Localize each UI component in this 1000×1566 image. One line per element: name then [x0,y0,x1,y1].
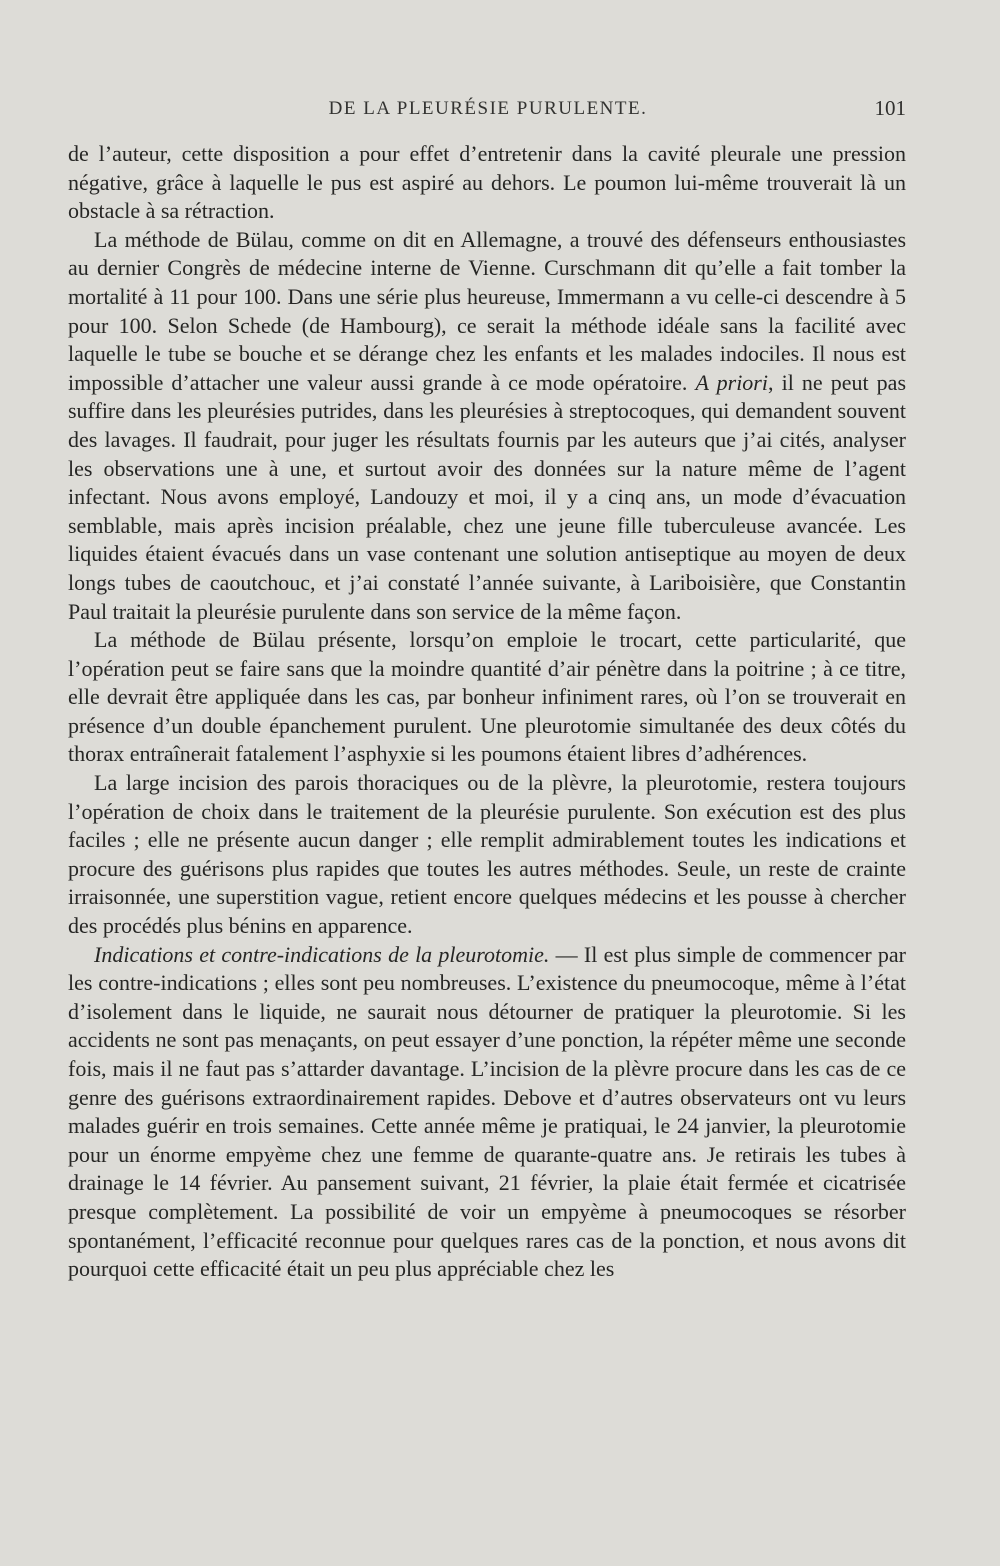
body-text [68,140,906,1284]
running-head [70,98,906,128]
paragraph-3 [68,626,906,769]
paragraph-5-text: — Il est plus simple de commencer par les contre-indications ; elles sont peu nombreuses. L’existence du pneumocoque, même à l’état d’isolement dans le liquide, ne saurait nous détourner de pratiquer la pleurotomie. Si les accidents ne sont pas menaçants, on peut essayer d’une ponction, la répéter même une seconde fois, mais il ne faut pas s’attarder davantage. L’incision de la plèvre procure dans les cas de ce genre des guérisons extraordinairement rapides. Debove et d’autres observateurs ont vu leurs malades guérir en trois semaines. Cette année même je pratiquai, le 24 janvier, la pleurotomie pour un énorme empyème chez une femme de quarante-quatre ans. Je retirais les tubes à drainage le 14 février. Au pansement suivant, 21 février, la plaie était fermée et cicatrisée presque complètement. La possibilité de voir un empyème à pneumocoques se résorber spontanément, l’efficacité reconnue pour quelques rares cas de la ponction, et nous avons dit pourquoi cette efficacité était un peu plus appréciable chez les [68,941,906,1282]
paragraph-4 [68,769,906,941]
paragraph-1-text: de l’auteur, cette disposition a pour effet d’entretenir dans la cavité pleurale une pression négative, grâce à laquelle le pus est aspiré au dehors. Le poumon lui-même trouverait là un obstacle à sa rétraction. [68,141,906,224]
paragraph-2-text-b: , il ne peut pas suffire dans les pleurésies putrides, dans les pleurésies à streptocoques, qui demandent souvent des lavages. Il faudrait, pour juger les résultats fournis par les auteurs que j’ai cités, analyser les observations une à une, et surtout avoir des données sur la nature même de l’agent infectant. Nous avons employé, Landouzy et moi, il y a cinq ans, un mode d’évacuation semblable, mais après incision préalable, chez une jeune fille tuberculeuse avancée. Les liquides étaient évacués dans un vase contenant une solution antiseptique au moyen de deux longs tubes de caoutchouc, et j’ai constaté l’année suivante, à Lariboisière, que Constantin Paul traitait la pleurésie purulente dans son service de la même façon. [68,369,907,624]
paragraph-2 [68,226,906,626]
paragraph-1 [68,140,906,226]
paragraph-2-text-a: La méthode de Bülau, comme on dit en Allemagne, a trouvé des défenseurs enthousiastes au dernier Congrès de médecine interne de Vienne. Curschmann dit qu’elle a fait tomber la mortalité à 11 pour 100. Dans une série plus heureuse, Immermann a vu celle-ci descendre à 5 pour 100. Selon Schede (de Hambourg), ce serait la méthode idéale sans la facilité avec laquelle le tube se bouche et se dérange chez les enfants et les malades indociles. Il nous est impossible d’attacher une valeur aussi grande à ce mode opératoire. [68,226,906,395]
section-heading-italic: Indications et contre-indications de la pleurotomie. [94,941,550,967]
paragraph-5 [68,941,906,1284]
paragraph-4-text: La large incision des parois thoraciques ou de la plèvre, la pleurotomie, restera toujours l’opération de choix dans le traitement de la pleurésie purulente. Son exécution est des plus faciles ; elle ne présente aucun danger ; elle remplit admirablement toutes les indications et procure des guérisons plus rapides que toutes les autres méthodes. Seule, un reste de crainte irraisonnée, une superstition vague, retient encore quelques médecins et les pousse à chercher des procédés plus bénins en apparence. [68,770,906,939]
page-number: 101 [874,96,906,120]
paragraph-3-text: La méthode de Bülau présente, lorsqu’on emploie le trocart, cette particularité, que l’opération peut se faire sans que la moindre quantité d’air pénètre dans la poitrine ; à ce titre, elle devrait être appliquée dans les cas, par bonheur infiniment rares, où l’on se trouverait en présence d’un double épanchement purulent. Une pleurotomie simultanée des deux côtés du thorax entraînerait fatalement l’asphyxie si les poumons étaient libres d’adhérences. [68,627,906,767]
running-title: DE LA PLEURÉSIE PURULENTE. [328,98,648,119]
paragraph-2-italic: A priori [695,369,768,395]
